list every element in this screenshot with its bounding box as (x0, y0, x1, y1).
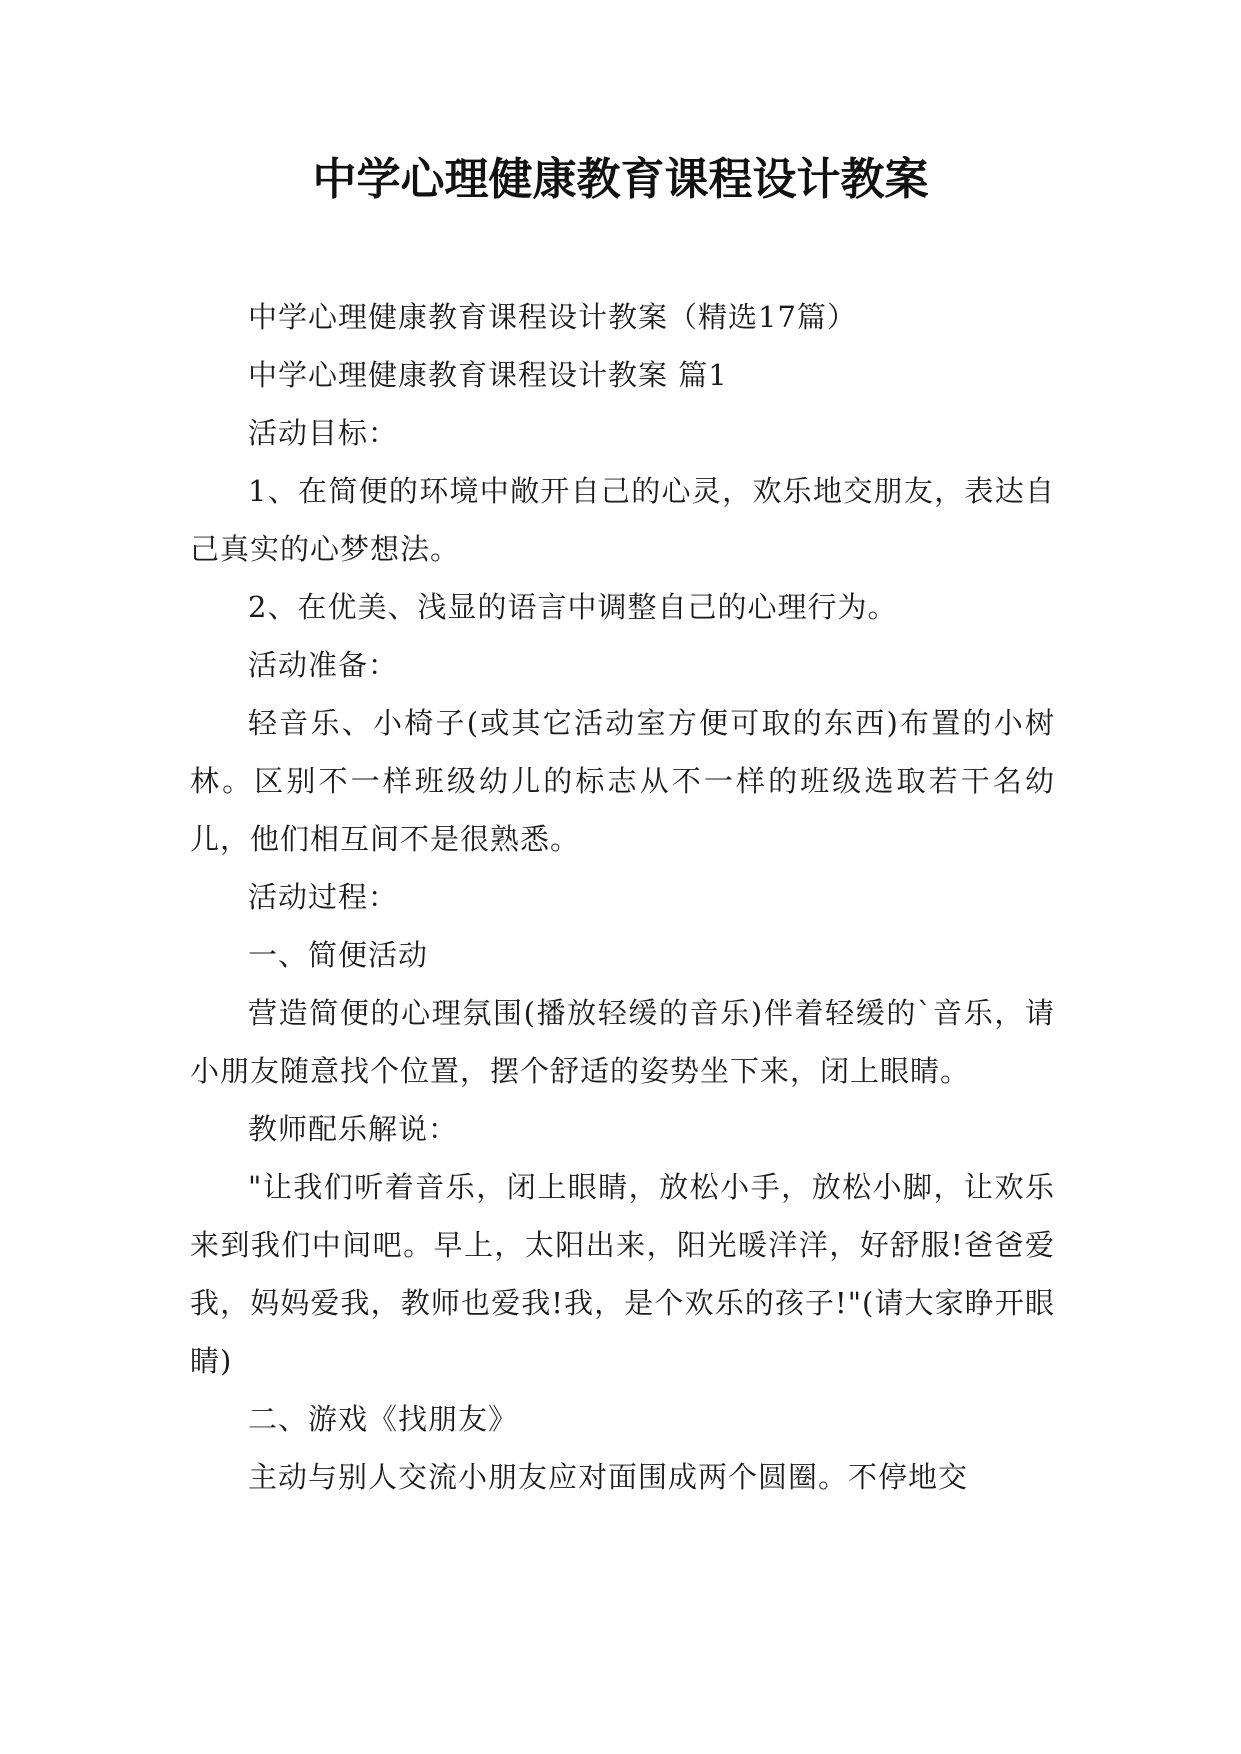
paragraph: 轻音乐、小椅子(或其它活动室方便可取的东西)布置的小树林。区别不一样班级幼儿的标志从不一样的班级选取若干名幼儿，他们相互间不是很熟悉。 (190, 706, 1055, 856)
paragraph: 活动准备： (248, 648, 399, 682)
document-title: 中学心理健康教育课程设计教案 (312, 154, 929, 205)
paragraph: 一、简便活动 (248, 938, 429, 972)
paragraph: "让我们听着音乐，闭上眼睛，放松小手，放松小脚，让欢乐来到我们中间吧。早上，太阳出来，阳光暖洋洋，好舒服!爸爸爱我，妈妈爱我，教师也爱我!我，是个欢乐的孩子!"(请大家睁开眼睛) (190, 1170, 1055, 1378)
paragraph: 活动过程： (248, 880, 399, 914)
paragraph: 主动与别人交流小朋友应对面围成两个圆圈。不停地交 (248, 1460, 969, 1494)
paragraph: 教师配乐解说： (248, 1112, 459, 1146)
paragraph: 中学心理健康教育课程设计教案（精选17篇） (248, 300, 857, 334)
paragraph: 营造简便的心理氛围(播放轻缓的音乐)伴着轻缓的`音乐，请小朋友随意找个位置，摆个舒适的姿势坐下来，闭上眼睛。 (190, 996, 1055, 1088)
paragraph: 2、在优美、浅显的语言中调整自己的心理行为。 (248, 590, 898, 624)
paragraph: 二、游戏《找朋友》 (248, 1402, 519, 1436)
paragraph: 1、在简便的环境中敞开自己的心灵，欢乐地交朋友，表达自己真实的心梦想法。 (190, 474, 1055, 566)
paragraph: 活动目标： (248, 416, 399, 450)
document-body (190, 288, 1055, 1506)
paragraph: 中学心理健康教育课程设计教案 篇1 (248, 358, 728, 392)
